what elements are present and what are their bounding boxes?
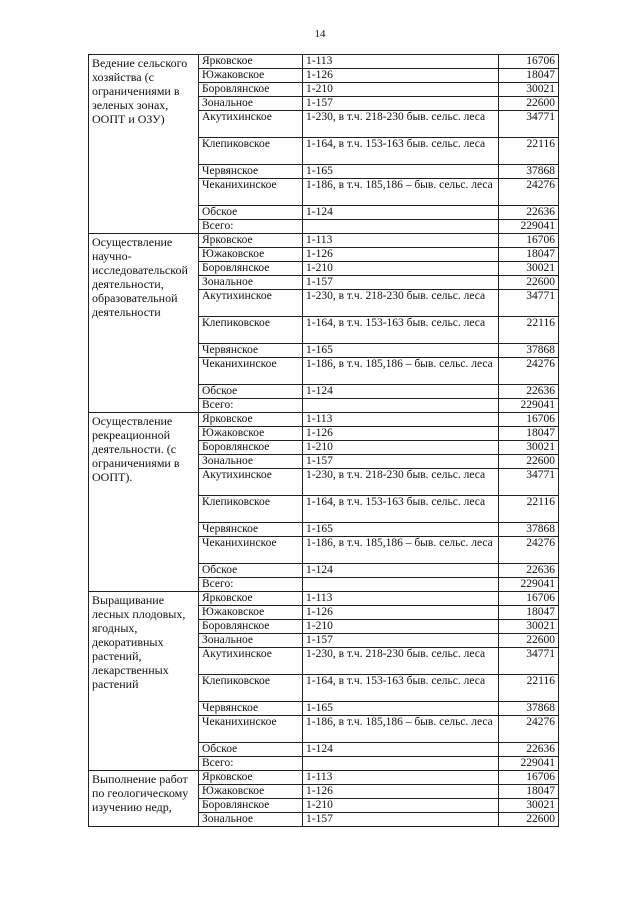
area-cell: 24276 xyxy=(499,716,559,743)
area-cell: 22600 xyxy=(499,813,559,827)
district-cell: Боровлянское xyxy=(199,620,303,634)
district-cell: Всего: xyxy=(199,399,303,413)
quarters-cell: 1-164, в т.ч. 153-163 быв. сельс. леса xyxy=(303,496,499,523)
district-cell: Южаковское xyxy=(199,606,303,620)
district-cell: Чеканихинское xyxy=(199,358,303,385)
area-cell: 22116 xyxy=(499,496,559,523)
area-cell: 37868 xyxy=(499,165,559,179)
area-cell: 22636 xyxy=(499,206,559,220)
district-cell: Червянское xyxy=(199,523,303,537)
district-cell: Чеканихинское xyxy=(199,716,303,743)
table-row xyxy=(89,55,559,69)
district-cell: Червянское xyxy=(199,344,303,358)
quarters-cell: 1-164, в т.ч. 153-163 быв. сельс. леса xyxy=(303,675,499,702)
district-cell: Червянское xyxy=(199,165,303,179)
district-cell: Южаковское xyxy=(199,785,303,799)
quarters-cell: 1-124 xyxy=(303,564,499,578)
district-cell: Боровлянское xyxy=(199,262,303,276)
quarters-cell: 1-186, в т.ч. 185,186 – быв. сельс. леса xyxy=(303,358,499,385)
district-cell: Чеканихинское xyxy=(199,179,303,206)
quarters-cell: 1-165 xyxy=(303,523,499,537)
area-cell: 22116 xyxy=(499,675,559,702)
quarters-cell: 1-210 xyxy=(303,262,499,276)
area-cell: 34771 xyxy=(499,111,559,138)
district-cell: Ярковское xyxy=(199,592,303,606)
area-cell: 34771 xyxy=(499,290,559,317)
quarters-cell: 1-124 xyxy=(303,385,499,399)
area-cell: 16706 xyxy=(499,592,559,606)
area-cell: 22600 xyxy=(499,634,559,648)
district-cell: Зональное xyxy=(199,455,303,469)
area-cell: 37868 xyxy=(499,344,559,358)
quarters-cell: 1-230, в т.ч. 218-230 быв. сельс. леса xyxy=(303,469,499,496)
district-cell: Боровлянское xyxy=(199,441,303,455)
district-cell: Всего: xyxy=(199,220,303,234)
area-cell: 16706 xyxy=(499,413,559,427)
quarters-cell: 1-126 xyxy=(303,785,499,799)
quarters-cell: 1-124 xyxy=(303,206,499,220)
area-cell: 30021 xyxy=(499,262,559,276)
area-cell: 22600 xyxy=(499,97,559,111)
district-cell: Обское xyxy=(199,743,303,757)
area-cell: 22600 xyxy=(499,276,559,290)
area-cell: 18047 xyxy=(499,606,559,620)
area-cell: 18047 xyxy=(499,785,559,799)
forest-use-table xyxy=(88,54,559,827)
area-cell: 22636 xyxy=(499,385,559,399)
quarters-cell: 1-165 xyxy=(303,702,499,716)
district-cell: Всего: xyxy=(199,757,303,771)
district-cell: Обское xyxy=(199,206,303,220)
table-row xyxy=(89,592,559,606)
area-cell: 24276 xyxy=(499,537,559,564)
district-cell: Всего: xyxy=(199,578,303,592)
quarters-cell: 1-157 xyxy=(303,813,499,827)
table-body xyxy=(89,55,559,827)
area-cell: 30021 xyxy=(499,83,559,97)
district-cell: Акутихинское xyxy=(199,290,303,317)
quarters-cell: 1-124 xyxy=(303,743,499,757)
area-cell: 22116 xyxy=(499,138,559,165)
quarters-cell: 1-157 xyxy=(303,97,499,111)
area-cell: 16706 xyxy=(499,771,559,785)
quarters-cell xyxy=(303,220,499,234)
district-cell: Червянское xyxy=(199,702,303,716)
activity-cell: Осуществление рекреационной деятельности. (с ограничениями в ООПТ). xyxy=(89,413,199,592)
quarters-cell: 1-164, в т.ч. 153-163 быв. сельс. леса xyxy=(303,138,499,165)
table-row xyxy=(89,771,559,785)
quarters-cell: 1-157 xyxy=(303,455,499,469)
district-cell: Чеканихинское xyxy=(199,537,303,564)
quarters-cell xyxy=(303,578,499,592)
district-cell: Клепиковское xyxy=(199,317,303,344)
district-cell: Южаковское xyxy=(199,69,303,83)
area-cell: 18047 xyxy=(499,69,559,83)
district-cell: Обское xyxy=(199,564,303,578)
district-cell: Зональное xyxy=(199,97,303,111)
district-cell: Акутихинское xyxy=(199,648,303,675)
activity-cell: Ведение сельского хозяйства (с ограничениями в зеленых зонах, ООПТ и ОЗУ) xyxy=(89,55,199,234)
area-cell: 18047 xyxy=(499,248,559,262)
quarters-cell: 1-165 xyxy=(303,344,499,358)
district-cell: Ярковское xyxy=(199,771,303,785)
area-cell: 34771 xyxy=(499,469,559,496)
area-cell: 22600 xyxy=(499,455,559,469)
area-cell: 22636 xyxy=(499,743,559,757)
quarters-cell: 1-126 xyxy=(303,248,499,262)
quarters-cell: 1-210 xyxy=(303,83,499,97)
area-cell: 16706 xyxy=(499,234,559,248)
quarters-cell: 1-157 xyxy=(303,276,499,290)
quarters-cell: 1-126 xyxy=(303,606,499,620)
table-row xyxy=(89,234,559,248)
district-cell: Клепиковское xyxy=(199,496,303,523)
quarters-cell: 1-126 xyxy=(303,69,499,83)
district-cell: Акутихинское xyxy=(199,469,303,496)
page-number: 14 xyxy=(314,28,326,40)
district-cell: Ярковское xyxy=(199,55,303,69)
quarters-cell: 1-186, в т.ч. 185,186 – быв. сельс. леса xyxy=(303,179,499,206)
table-row xyxy=(89,413,559,427)
area-cell: 22636 xyxy=(499,564,559,578)
district-cell: Акутихинское xyxy=(199,111,303,138)
area-cell: 30021 xyxy=(499,441,559,455)
quarters-cell: 1-113 xyxy=(303,413,499,427)
district-cell: Обское xyxy=(199,385,303,399)
quarters-cell: 1-113 xyxy=(303,592,499,606)
area-cell: 37868 xyxy=(499,702,559,716)
district-cell: Клепиковское xyxy=(199,675,303,702)
quarters-cell xyxy=(303,757,499,771)
district-cell: Зональное xyxy=(199,634,303,648)
area-cell: 16706 xyxy=(499,55,559,69)
quarters-cell: 1-113 xyxy=(303,234,499,248)
activity-cell: Выращивание лесных плодовых, ягодных, декоративных растений, лекарственных растений xyxy=(89,592,199,771)
district-cell: Боровлянское xyxy=(199,83,303,97)
area-cell: 229041 xyxy=(499,757,559,771)
quarters-cell: 1-113 xyxy=(303,55,499,69)
quarters-cell: 1-157 xyxy=(303,634,499,648)
quarters-cell: 1-210 xyxy=(303,799,499,813)
quarters-cell: 1-230, в т.ч. 218-230 быв. сельс. леса xyxy=(303,648,499,675)
area-cell: 34771 xyxy=(499,648,559,675)
area-cell: 229041 xyxy=(499,399,559,413)
area-cell: 24276 xyxy=(499,179,559,206)
quarters-cell: 1-230, в т.ч. 218-230 быв. сельс. леса xyxy=(303,111,499,138)
area-cell: 229041 xyxy=(499,220,559,234)
activity-cell: Осуществление научно-исследовательской деятельности, образовательной деятельности xyxy=(89,234,199,413)
quarters-cell: 1-186, в т.ч. 185,186 – быв. сельс. леса xyxy=(303,716,499,743)
area-cell: 37868 xyxy=(499,523,559,537)
quarters-cell: 1-210 xyxy=(303,620,499,634)
quarters-cell: 1-230, в т.ч. 218-230 быв. сельс. леса xyxy=(303,290,499,317)
quarters-cell: 1-165 xyxy=(303,165,499,179)
district-cell: Ярковское xyxy=(199,234,303,248)
area-cell: 22116 xyxy=(499,317,559,344)
activity-cell: Выполнение работ по геологическому изучению недр, xyxy=(89,771,199,827)
quarters-cell: 1-126 xyxy=(303,427,499,441)
district-cell: Боровлянское xyxy=(199,799,303,813)
district-cell: Южаковское xyxy=(199,427,303,441)
quarters-cell xyxy=(303,399,499,413)
quarters-cell: 1-164, в т.ч. 153-163 быв. сельс. леса xyxy=(303,317,499,344)
area-cell: 24276 xyxy=(499,358,559,385)
district-cell: Южаковское xyxy=(199,248,303,262)
area-cell: 30021 xyxy=(499,799,559,813)
district-cell: Зональное xyxy=(199,276,303,290)
quarters-cell: 1-210 xyxy=(303,441,499,455)
district-cell: Клепиковское xyxy=(199,138,303,165)
area-cell: 18047 xyxy=(499,427,559,441)
quarters-cell: 1-186, в т.ч. 185,186 – быв. сельс. леса xyxy=(303,537,499,564)
quarters-cell: 1-113 xyxy=(303,771,499,785)
area-cell: 30021 xyxy=(499,620,559,634)
area-cell: 229041 xyxy=(499,578,559,592)
district-cell: Ярковское xyxy=(199,413,303,427)
district-cell: Зональное xyxy=(199,813,303,827)
